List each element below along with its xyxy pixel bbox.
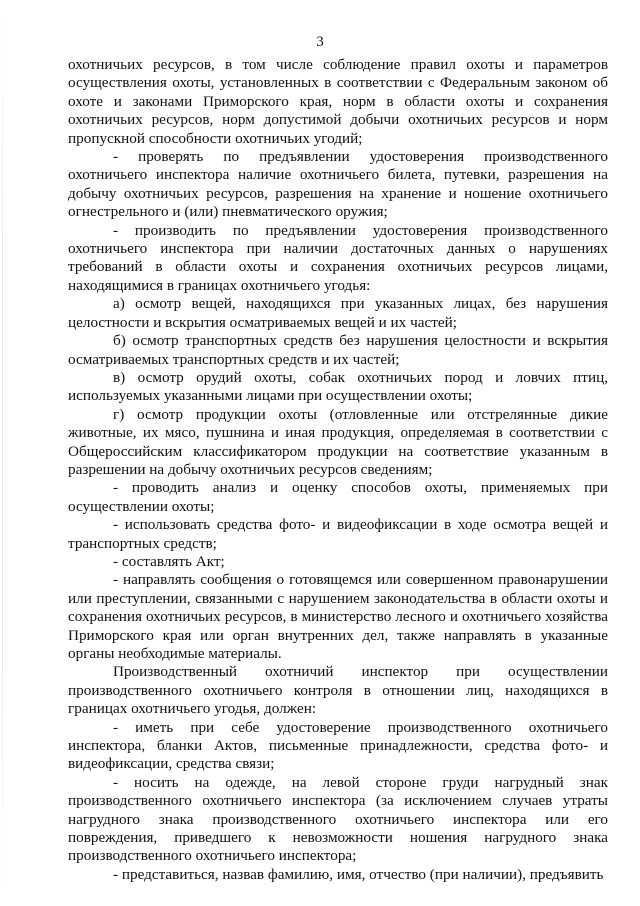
paragraph: - иметь при себе удостоверение производственного охотничьего инспектора, бланки Актов, письменные принадлежности, средства фото- и видеофиксации, средства связи; bbox=[68, 718, 608, 773]
paragraph: охотничьих ресурсов, в том числе соблюдение правил охоты и параметров осуществления охоты, установленных в соответствии с Федеральным законом об охоте и законами Приморского края, норм в области охоты и сохранения охотничьих ресурсов, норм допустимой добычи охотничьих ресурсов и норм пропускной способности охотничьих угодий; bbox=[68, 56, 608, 147]
paragraph: г) осмотр продукции охоты (отловленные или отстрелянные дикие животные, их мясо, пушнина и иная продукция, определяемая в соответствии с Общероссийским классификатором продукции на соответствие указанным в разрешении на добычу охотничьих ресурсов сведениям; bbox=[68, 405, 608, 478]
paragraph: - носить на одежде, на левой стороне груди нагрудный знак производственного охотничьего инспектора (за исключением случаев утраты нагрудного знака производственного охотничьего инспектора или его повреждения, приведшего к невозможности ношения нагрудного знака производственного охотничьего инспектора; bbox=[68, 773, 608, 865]
scan-edge bbox=[2, 0, 3, 906]
paragraph: - составлять Акт; bbox=[113, 552, 225, 570]
paragraph: - проверять по предъявлении удостоверения производственного охотничьего инспектора наличие охотничьего билета, путевки, разрешения на добычу охотничьих ресурсов, разрешения на хранение и ношение охотничьего огнестрельного и (или) пневматического оружия; bbox=[68, 148, 608, 221]
paragraph: в) осмотр орудий охоты, собак охотничьих пород и ловчих птиц, используемых указанными лицами при осуществлении охоты; bbox=[68, 368, 608, 405]
paragraph: б) осмотр транспортных средств без нарушения целостности и вскрытия осматриваемых транспортных средств и их частей; bbox=[68, 332, 608, 368]
paragraph: - использовать средства фото- и видеофиксации в ходе осмотра вещей и транспортных средств; bbox=[68, 516, 608, 552]
paragraph: - представиться, назвав фамилию, имя, отчество (при наличии), предъявить bbox=[113, 865, 604, 883]
body-text bbox=[68, 56, 608, 884]
paragraph: - производить по предъявлении удостоверения производственного охотничьего инспектора при наличии достаточных данных о нарушениях требований в области охоты и сохранения охотничьих ресурсов лицами, находящимися в границах охотничьего угодья: bbox=[68, 221, 608, 294]
page-number: 3 bbox=[316, 34, 324, 50]
paragraph: а) осмотр вещей, находящихся при указанных лицах, без нарушения целостности и вскрытия осматриваемых вещей и их частей; bbox=[68, 295, 608, 331]
paragraph: Производственный охотничий инспектор при осуществлении производственного охотничьего контроля в отношении лиц, находящихся в границах охотничьего угодья, должен: bbox=[68, 663, 608, 718]
paragraph: - направлять сообщения о готовящемся или совершенном правонарушении или преступлении, связанными с нарушением законодательства в области охоты и сохранения охотничьих ресурсов, в министерство лесного и охотничьего хозяйства Приморского края или орган внутренних дел, также направлять в указанные органы необходимые материалы. bbox=[68, 571, 608, 662]
paragraph: - проводить анализ и оценку способов охоты, применяемых при осуществлении охоты; bbox=[68, 479, 608, 515]
